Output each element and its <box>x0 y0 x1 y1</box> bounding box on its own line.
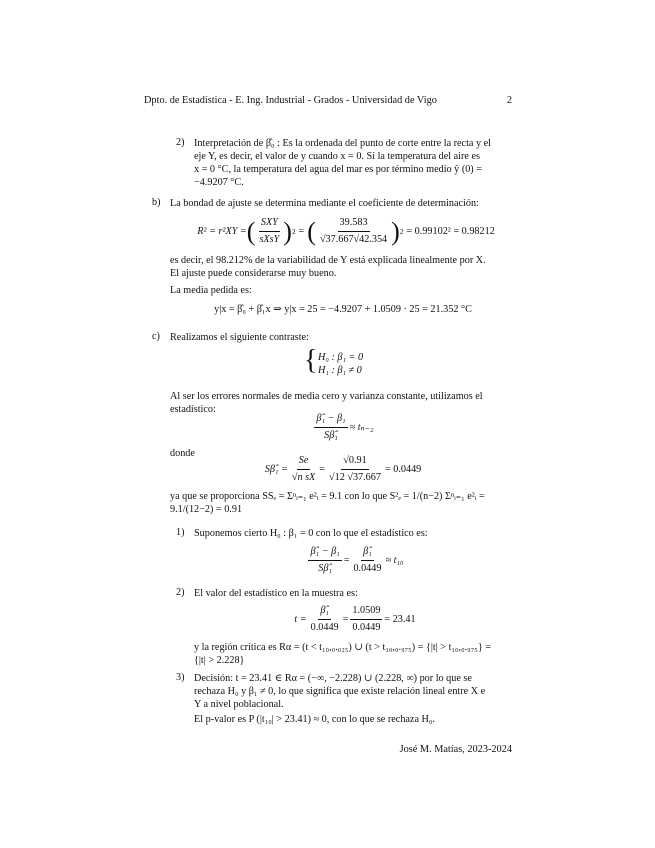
equals-sign: = <box>298 225 305 237</box>
denominator: sXsY <box>259 234 280 245</box>
text-line: Realizamos el siguiente contraste: <box>170 332 309 343</box>
item-label: 3) <box>176 672 185 683</box>
text-line: −4.9207 °C. <box>194 177 244 188</box>
null-statistic <box>194 545 516 576</box>
numerator: SXY <box>259 216 280 232</box>
denominator: 0.0449 <box>353 563 382 574</box>
text-line: Al ser los errores normales de media cero y varianza constante, utilizamos el <box>170 391 483 402</box>
equation-part: = 23.41 <box>384 613 416 625</box>
page-header <box>144 95 512 106</box>
numerator: 1.0509 <box>350 604 382 620</box>
text-line: Decisión: t = 23.41 ∈ Rα = (−∞, −2.228) ∪ (2.228, ∞) por lo que se <box>194 673 472 684</box>
fraction <box>308 545 341 576</box>
numerator: β̂₁ − β₁ <box>308 545 341 561</box>
distribution: ≈ t₁₀ <box>385 554 404 566</box>
fraction <box>318 216 389 247</box>
sample-statistic <box>194 604 516 635</box>
brace: { <box>304 345 318 376</box>
text-line: 9.1/(12−2) = 0.91 <box>170 504 243 515</box>
text-line: El p-valor es P (|t₁₀| > 23.41) ≈ 0, con lo que se rechaza H₀. <box>194 714 435 725</box>
equals-sign: = <box>319 463 326 475</box>
denominator: √37.667√42.354 <box>319 234 388 245</box>
denominator: √12 √37.667 <box>329 472 381 483</box>
interpretation-paragraph <box>170 254 516 280</box>
text-line: y la región crítica es Rα = (t < t₁₀,₀.₀₂₅) ∪ (t > t₁₀,₀.₉₇₅) = {|t| > t₁₀,₀.₉₇₅} = <box>194 642 492 653</box>
denominator: Sβ̂₁ <box>324 430 338 441</box>
text-paragraph <box>194 641 516 667</box>
text-line: ya que se proporciona SSₑ = Σⁿᵢ₌₁ e²ᵢ = 9.1 con lo que S²ₑ = 1/(n−2) Σⁿᵢ₌₁ e²ᵢ = <box>170 491 485 502</box>
item-label: 2) <box>176 587 185 598</box>
numerator: 39.583 <box>338 216 370 232</box>
test-statistic <box>170 412 516 443</box>
text-line: El ajuste puede considerarse muy bueno. <box>170 268 337 279</box>
header-title: Dpto. de Estadística - E. Ing. Industrial - Grados - Universidad de Vigo <box>144 95 437 106</box>
fraction <box>309 604 341 635</box>
numerator: √0.91 <box>341 454 368 470</box>
text-line: Suponemos cierto H₀ : β₁ = 0 con lo que el estadístico es: <box>194 528 428 539</box>
fraction <box>327 454 383 485</box>
section-label: b) <box>152 197 161 208</box>
equation-part: t = <box>294 613 307 625</box>
standard-error-equation <box>170 454 516 485</box>
hypothesis-h1: H₁ : β₁ ≠ 0 <box>318 365 362 376</box>
page-footer: José M. Matías, 2023-2024 <box>399 744 512 755</box>
fraction <box>351 545 383 576</box>
text-line: eje Y, es decir, el valor de y cuando x = 0. Si la temperatura del aire es <box>194 151 480 162</box>
text-line: El valor del estadístico en la muestra es: <box>194 588 358 599</box>
distribution: ≈ tₙ₋₂ <box>349 421 374 433</box>
numerator: β̂₁ <box>361 545 374 561</box>
hypothesis-h0: H₀ : β₁ = 0 <box>318 352 364 363</box>
denominator: √n sX <box>291 472 316 483</box>
fraction <box>350 604 382 635</box>
equals-sign: = <box>342 613 349 625</box>
page-number: 2 <box>506 95 512 106</box>
text-line: La media pedida es: <box>170 285 252 296</box>
item-label: 1) <box>176 527 185 538</box>
decision-paragraph <box>194 672 516 726</box>
text-paragraph <box>170 490 516 516</box>
mean-equation: y|x = β̂₀ + β̂₁x ⇒ y|x = 25 = −4.9207 + 1.0509 · 25 = 21.352 °C <box>214 304 472 315</box>
denominator: 0.0449 <box>352 622 381 633</box>
denominator: 0.0449 <box>310 622 339 633</box>
fraction <box>257 216 281 247</box>
fraction <box>290 454 317 485</box>
text-line: Interpretación de β̂₀ : Es la ordenada del punto de corte entre la recta y el <box>194 138 491 149</box>
text-line: es decir, el 98.212% de la variabilidad de Y está explicada linealmente por X. <box>170 255 486 266</box>
text-line: rechaza H₀ y β₁ ≠ 0, lo que significa que existe relación lineal entre X e <box>194 686 486 697</box>
equation-part: R² = r²XY = <box>197 225 247 237</box>
text-line: x = 0 °C, la temperatura del agua del mar es por término medio ŷ (0) = <box>194 164 482 175</box>
numerator: β̂₁ <box>318 604 331 620</box>
text-line: donde <box>170 448 195 459</box>
r2-equation: R² = r²XY = ( $\frac{\text{SXY}}{\text{sXsY}}$ ) 2 = ( $\frac{39.583}{√37.667√42.354}$ ) 2 = 0.99102² = 0.98212 <box>197 216 495 246</box>
numerator: β̂₁ − β₁ <box>314 412 347 428</box>
interpretation-paragraph <box>194 137 514 189</box>
text-line: {|t| > 2.228} <box>194 655 245 666</box>
equation-part: = 0.0449 <box>384 463 422 475</box>
equation-part: = 0.99102² = 0.98212 <box>406 225 495 237</box>
section-label: c) <box>152 331 160 342</box>
text-line: Y a nivel poblacional. <box>194 699 284 710</box>
equation-part: Sβ̂₁ = <box>264 463 288 475</box>
denominator: Sβ̂₁ <box>318 563 332 574</box>
fraction <box>314 412 347 443</box>
item-label: 2) <box>176 137 185 148</box>
text-line: La bondad de ajuste se determina mediante el coeficiente de determinación: <box>170 198 479 209</box>
text-line: estadístico: <box>170 404 216 415</box>
numerator: Se <box>297 454 311 470</box>
equals-sign: = <box>343 554 350 566</box>
